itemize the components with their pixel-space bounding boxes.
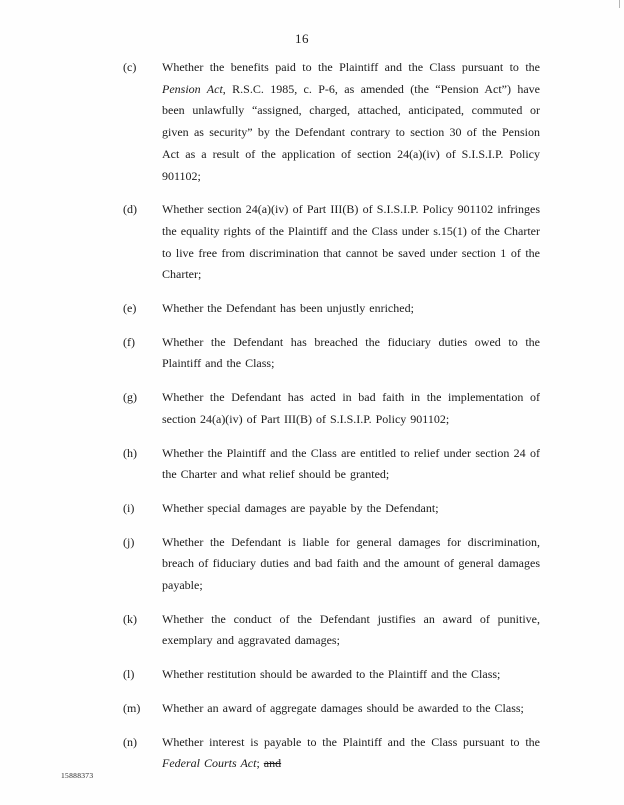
text-segment: Whether the Defendant has been unjustly enriched; xyxy=(162,301,414,316)
text-segment: Whether section 24(a)(iv) of Part III(B) of S.I.S.I.P. Policy 901102 infringes the equality rights of the Plaintiff and the Class under s.15(1) of the Charter to live free from discrimination that cannot be saved under section 1 of the Charter; xyxy=(162,202,540,282)
item-text xyxy=(162,498,540,520)
scan-artifact xyxy=(619,0,620,8)
text-segment: Whether the Defendant is liable for general damages for discrimination, breach of fiduciary duties and bad faith and the amount of general damages payable; xyxy=(162,534,540,593)
text-segment: Whether the Defendant has breached the fiduciary duties owed to the Plaintiff and the Class; xyxy=(162,334,540,371)
text-segment: Whether the conduct of the Defendant justifies an award of punitive, exemplary and aggravated damages; xyxy=(162,611,540,648)
text-segment: Whether special damages are payable by the Defendant; xyxy=(162,500,439,515)
item-label: (c) xyxy=(123,60,137,74)
text-segment: ; xyxy=(256,756,264,771)
list-item xyxy=(123,332,540,375)
list-item xyxy=(123,298,540,320)
issues-list xyxy=(123,57,540,787)
list-item xyxy=(123,664,540,686)
item-text xyxy=(162,664,540,686)
text-segment: Pension Act xyxy=(162,81,223,96)
item-text xyxy=(162,199,540,286)
item-text xyxy=(162,443,540,486)
list-item xyxy=(123,57,540,187)
list-item xyxy=(123,609,540,652)
list-item xyxy=(123,387,540,430)
item-label: (m) xyxy=(123,700,141,715)
document-id: 15888373 xyxy=(61,771,94,780)
item-label: (l) xyxy=(123,667,135,682)
item-text xyxy=(162,298,540,320)
text-segment: Whether the Defendant has acted in bad faith in the implementation of section 24(a)(iv) of Part III(B) of S.I.S.I.P. Policy 901102; xyxy=(162,390,540,426)
text-segment: and xyxy=(263,756,282,771)
item-label: (e) xyxy=(123,301,137,316)
item-text xyxy=(162,698,540,720)
list-item xyxy=(123,532,540,597)
list-item xyxy=(123,698,540,720)
item-text xyxy=(162,609,540,652)
list-item xyxy=(123,498,540,520)
item-text xyxy=(162,532,540,597)
item-text xyxy=(162,57,540,187)
item-label: (d) xyxy=(123,202,137,217)
item-label: (g) xyxy=(123,390,137,405)
item-label: (j) xyxy=(123,534,135,549)
item-label: (f) xyxy=(123,334,135,349)
text-segment: Whether the benefits paid to the Plaintiff and the Class pursuant to the xyxy=(162,60,540,74)
text-segment: Whether interest is payable to the Plaintiff and the Class pursuant to the xyxy=(162,734,540,749)
text-segment: Whether restitution should be awarded to the Plaintiff and the Class; xyxy=(162,667,501,682)
list-item xyxy=(123,443,540,486)
item-label: (i) xyxy=(123,500,135,515)
list-item xyxy=(123,199,540,286)
item-label: (k) xyxy=(123,611,137,626)
item-text xyxy=(162,732,540,775)
item-text xyxy=(162,332,540,375)
text-segment: Federal Courts Act xyxy=(162,756,257,771)
text-segment: Whether the Plaintiff and the Class are entitled to relief under section 24 of the Charter and what relief should be granted; xyxy=(162,445,540,482)
item-label: (n) xyxy=(123,734,137,749)
page-number: 16 xyxy=(295,31,309,46)
item-label: (h) xyxy=(123,445,137,460)
item-text xyxy=(162,387,540,430)
text-segment: , R.S.C. 1985, c. P-6, as amended (the “Pension Act”) have been unlawfully “assigned, charged, attached, anticipated, commuted or given as security” by the Defendant contrary to section 30 of the Pension Act as a result of the application of section 24(a)(iv) of S.I.S.I.P. Policy 901102; xyxy=(162,81,540,183)
text-segment: Whether an award of aggregate damages should be awarded to the Class; xyxy=(162,700,524,715)
list-item xyxy=(123,732,540,775)
